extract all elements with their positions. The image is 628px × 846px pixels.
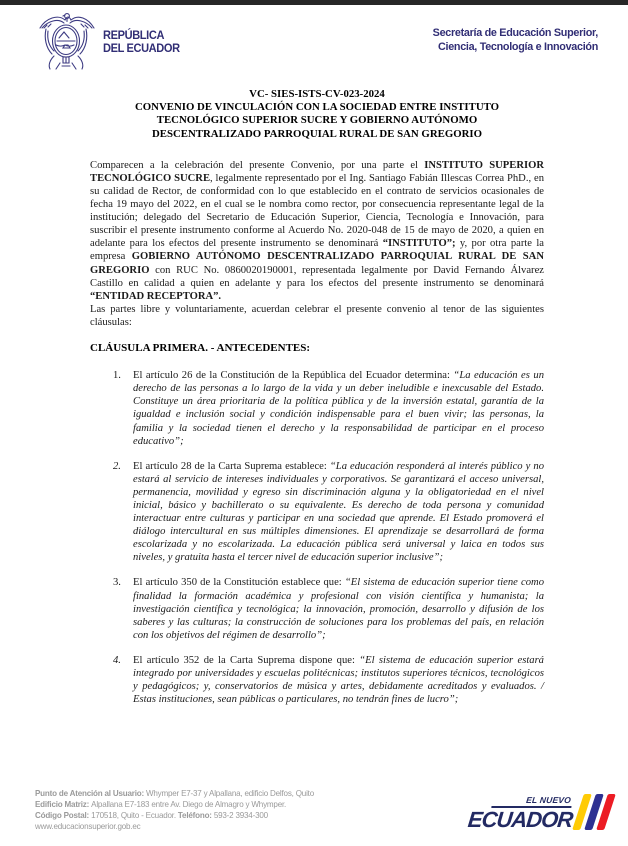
list-item [90,654,544,706]
document-code: VC- SIES-ISTS-CV-023-2024 [249,88,385,100]
letterhead-left [34,8,186,76]
agreement-paragraph: Las partes libre y voluntariamente, acuerdan celebrar el presente convenio al tenor de las siguientes cláusulas: [90,303,544,328]
item-number: 2. [113,460,121,472]
flag-stripes-icon [578,794,610,830]
item-number: 3. [113,577,121,589]
footer-website: www.educacionsuperior.gob.ec [35,821,141,831]
intro-paragraph: Comparecen a la celebración del presente Convenio, por una parte el INSTITUTO SUPERIOR TECNOLÓGICO SUCRE, legalmente representado por el Ing. Santiago Fabián Illescas Correa PhD., en su calidad de Rector, de conformidad con lo que establecido en el contrato de servicios ocasionales de fecha 19 mayo del 2022, en el cual se le nombra como rector, por consecuencia representante legal de la institución; delegado del Secretario de Educación Superior, Ciencia, Tecnología e Innovación, para suscribir el presente instrumento conforme al Acuerdo No. 2020-048 de 15 de mayo de 2020, a quien en adelante para los efectos del presente instrumento se denominará “INSTITUTO”; y, por otra parte la empresa GOBIERNO AUTÓNOMO DESCENTRALIZADO PARROQUIAL RURAL DE SAN GREGORIO con RUC No. 0860020190001, representada legalmente por David Fernando Álvarez Castillo en calidad a quien en adelante y para los efectos del presente instrumento se denominará “ENTIDAD RECEPTORA”. [90,159,544,302]
ecuador-label: ECUADOR [466,807,574,832]
brand-line2: DEL ECUADOR [103,41,180,55]
title-line2: TECNOLÓGICO SUPERIOR SUCRE Y GOBIERNO AUTÓNOMO [156,114,478,127]
title-line3: DESCENTRALIZADO PARROQUIAL RURAL DE SAN GREGORIO [151,127,483,140]
brand-line1: REPÚBLICA [103,27,165,42]
list-item [90,460,544,565]
ecuador-coat-of-arms-icon [34,8,98,76]
footer-line-matriz: Edificio Matriz: Alpallana E7-183 entre Av. Diego de Almagro y Whymper. [35,799,287,809]
list-item [90,369,544,448]
item-number: 4. [113,654,121,666]
secretary-line1: Secretaría de Educación Superior, [432,27,598,39]
secretary-line2: Ciencia, Tecnología e Innovación [438,40,598,53]
document-title [90,88,544,141]
item-text: El artículo 350 de la Constitución establece que: “El sistema de educación superior tiene como finalidad la formación académica y profesional con visión científica y humanista; la investigación científica y tecnológica; la innovación, promoción, desarrollo y difusión de los saberes y las culturas; la construcción de soluciones para los problemas del país, en relación con los objetivos del régimen de desarrollo”; [133,577,545,641]
document-body [90,88,544,718]
secretary-name [433,27,598,55]
item-number: 1. [113,370,121,382]
el-nuevo-ecuador-wordmark [468,795,572,831]
item-text: El artículo 26 de la Constitución de la República del Ecuador determina: “La educación es un derecho de las personas a lo largo de la vida y un deber ineludible e inexcusable del Estado. Constituye un área prioritaria de la política pública y de la inversión estatal, garantía de la igualdad e inclusión social y condición indispensable para el buen vivir; las personas, la familia y la sociedad tienen el derecho y la responsabilidad de participar en el proceso educativo”; [133,370,544,447]
brand-name [103,29,180,56]
title-line1: CONVENIO DE VINCULACIÓN CON LA SOCIEDAD ENTRE INSTITUTO [134,101,500,114]
el-nuevo-label: EL NUEVO [491,795,572,808]
footer-line-attention: Punto de Atención al Usuario: Whymper E7-37 y Alpallana, edificio Delfos, Quito [35,788,314,798]
antecedents-list [90,369,544,706]
clause-heading: CLÁUSULA PRIMERA. - ANTECEDENTES: [90,342,311,355]
footer-contact-block [35,788,314,832]
el-nuevo-ecuador-logo [468,794,610,831]
item-text: El artículo 352 de la Carta Suprema dispone que: “El sistema de educación superior estará integrado por universidades y escuelas politécnicas; institutos superiores técnicos, tecnológicos y pedagógicos; y, conservatorios de música y artes, debidamente acreditados y evaluados. / Estas instituciones, sean públicas o particulares, no tendrán fines de lucro”; [133,654,544,706]
item-text: El artículo 28 de la Carta Suprema establece: “La educación responderá al interés público y no estará al servicio de intereses individuales y corporativos. Se garantizará el acceso universal, permanencia, movilidad y egreso sin discriminación alguna y la obligatoriedad en el nivel inicial, básico y bachillerato o su equivalente. Es derecho de toda persona y comunidad interactuar entre culturas y participar en una sociedad que aprende. El Estado promoverá el diálogo intercultural en sus múltiples dimensiones. El aprendizaje se desarrollará de forma escolarizada y no escolarizada. La educación pública será universal y laica en todos sus niveles, y gratuita hasta el tercer nivel de educación superior inclusive”; [133,460,544,564]
top-bar [0,0,628,5]
footer-line-postal: Código Postal: 170518, Quito - Ecuador. Teléfono: 593-2 3934-300 [35,810,268,820]
list-item [90,576,544,641]
